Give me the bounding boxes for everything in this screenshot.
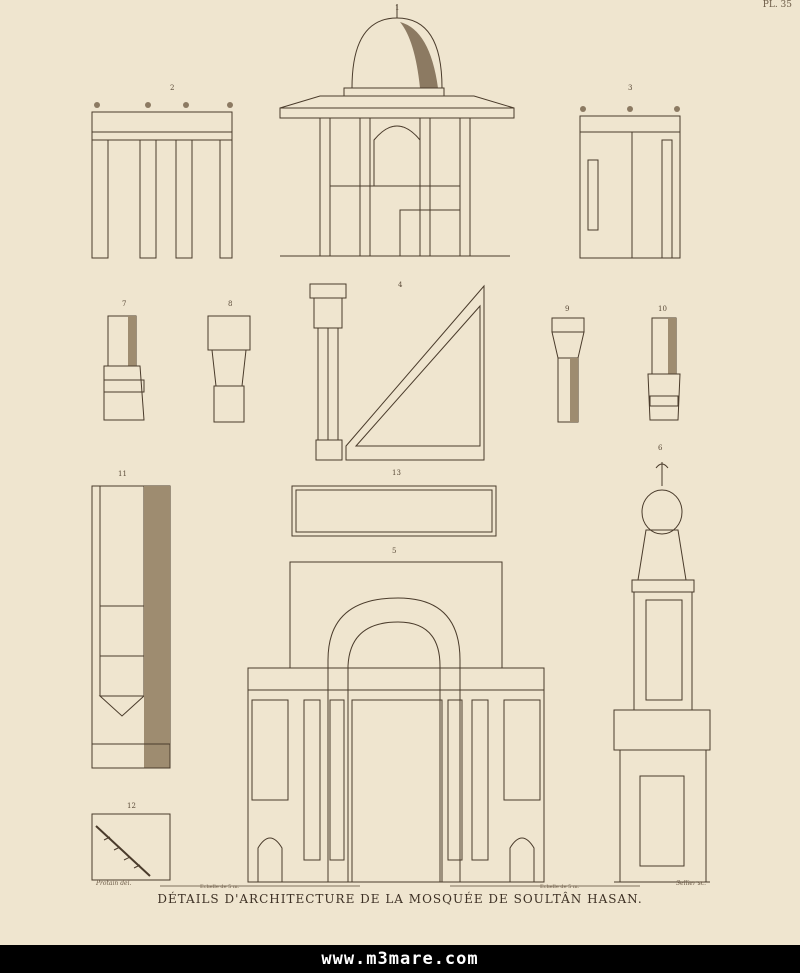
- figure-11-twisted-column: [92, 486, 170, 768]
- watermark-banner: www.m3mare.com: [0, 945, 800, 973]
- figure-number-2: 2: [170, 84, 175, 92]
- figure-number-4: 4: [398, 281, 403, 289]
- figure-2-colonnade: [92, 102, 233, 258]
- credit-right: Sellier sc.: [676, 880, 707, 887]
- credit-left: Protain del.: [96, 880, 132, 887]
- figure-6-minaret: [614, 462, 710, 882]
- figure-number-1: 1: [395, 4, 400, 12]
- figure-7-column-base: [104, 316, 144, 420]
- figure-number-6: 6: [658, 444, 663, 452]
- figure-number-3: 3: [628, 84, 633, 92]
- figure-1-domed-fountain: [280, 4, 514, 256]
- figure-number-5: 5: [392, 547, 397, 555]
- figure-number-13: 13: [392, 469, 401, 477]
- figure-number-8: 8: [228, 300, 233, 308]
- figure-9-column: [552, 318, 584, 422]
- figure-10-column: [648, 318, 680, 420]
- figure-5-portal: [248, 562, 544, 882]
- figure-13-frieze: [292, 486, 496, 536]
- plate-number: PL. 35: [762, 0, 792, 10]
- figure-12-detail: [92, 814, 170, 880]
- figure-4-column-and-panel: [310, 284, 484, 460]
- scale-label-right: Echelle de 5 m.: [540, 884, 580, 890]
- figure-number-11: 11: [118, 470, 127, 478]
- figure-8-capital: [208, 316, 250, 422]
- scale-label-left: Echelle de 5 m.: [200, 884, 240, 890]
- figure-number-10: 10: [658, 305, 667, 313]
- figure-number-9: 9: [565, 305, 570, 313]
- figure-number-12: 12: [127, 802, 136, 810]
- figure-number-7: 7: [122, 300, 127, 308]
- figure-3-pavilion: [580, 106, 680, 258]
- plate-caption: DÉTAILS D'ARCHITECTURE DE LA MOSQUÉE DE SOULTÂN HASAN.: [157, 892, 643, 906]
